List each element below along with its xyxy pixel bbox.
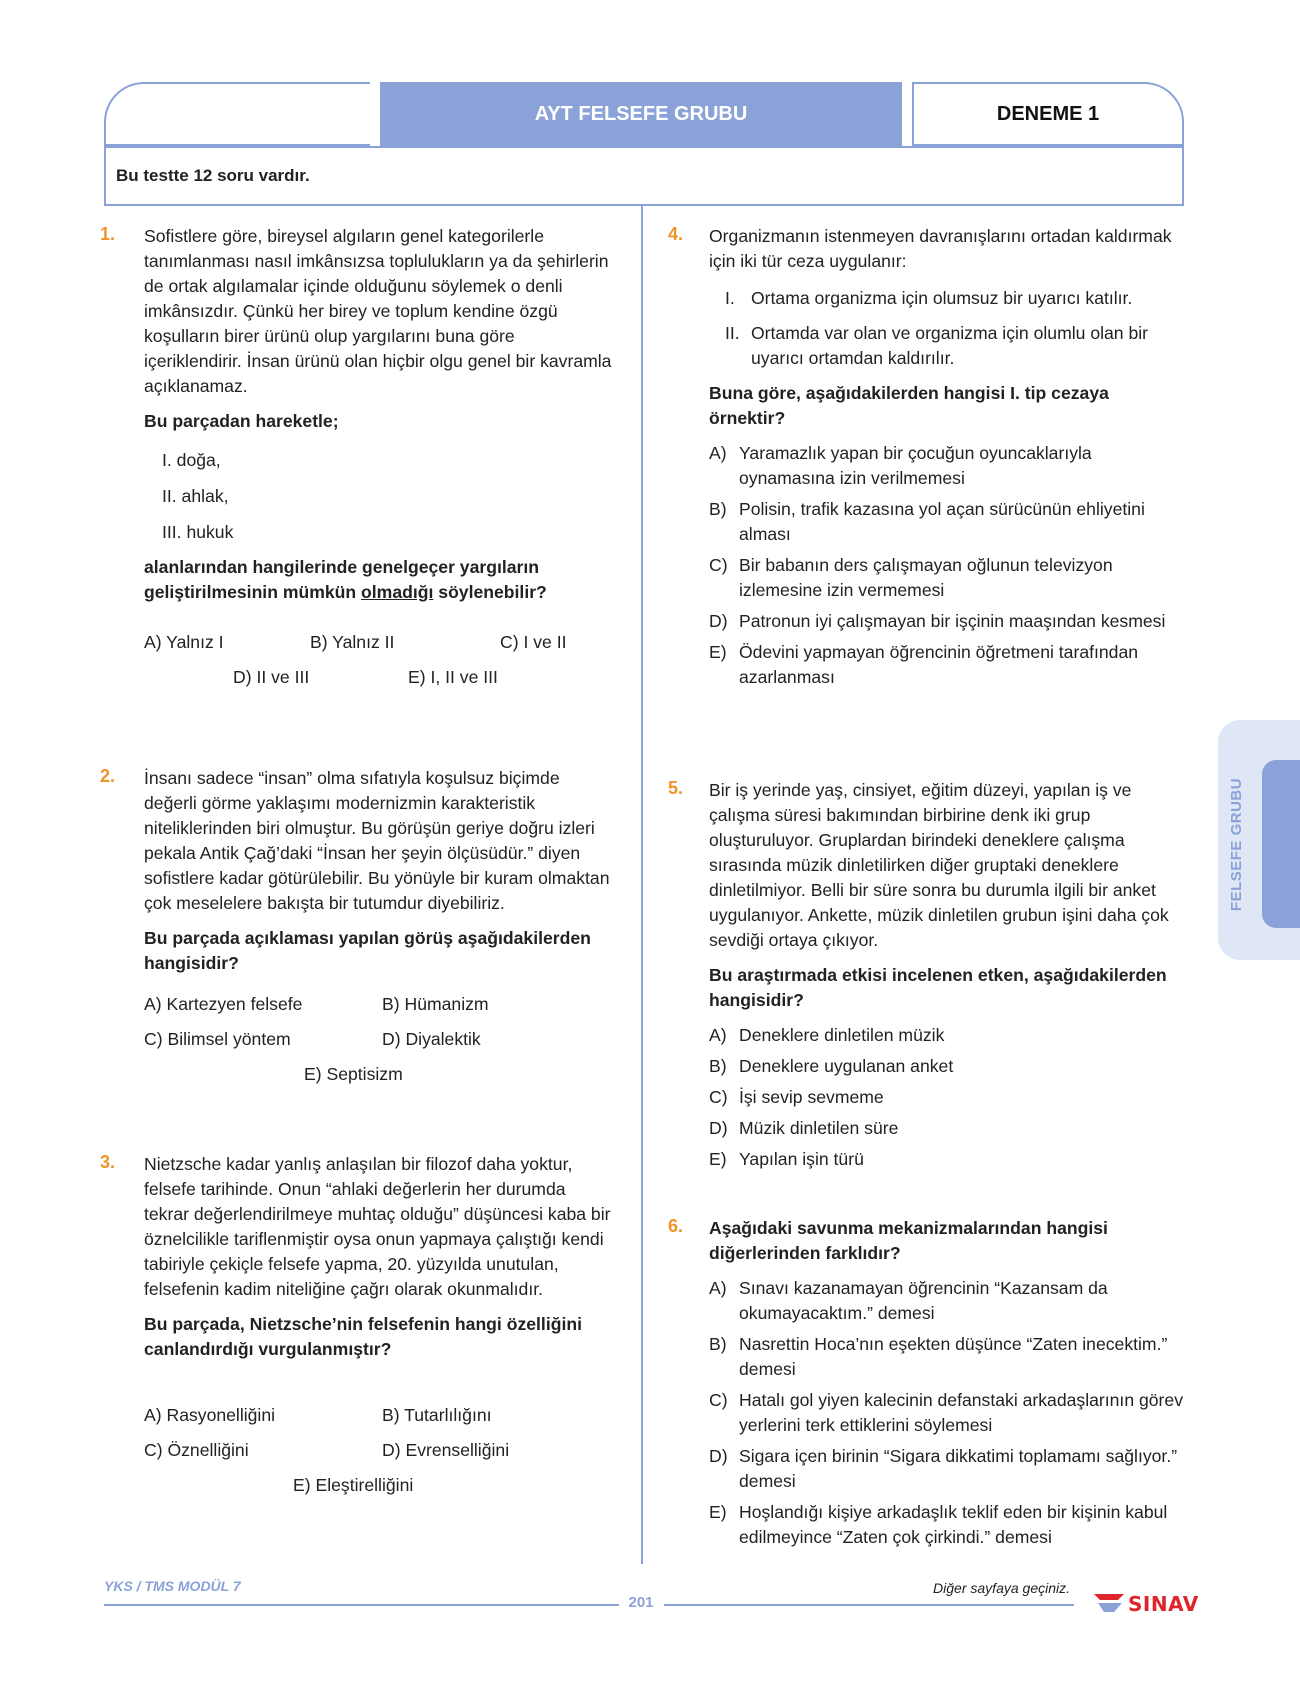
option-letter: B) <box>709 1056 727 1076</box>
roman-numeral: II. <box>725 323 740 343</box>
question-text: Bir iş yerinde yaş, cinsiyet, eğitim düzeyi, yapılan iş ve çalışma süresi bakımından birbirine denk iki grup oluşturuluyor. Gruplardan birindeki deneklere çalışma sırasında müzik dinletilirken diğer gruptaki deneklere dinletilmiyor. Belli bir süre sonra bu durumla ilgili bir anket uygulanıyor. Ankette, müzik dinletilen grubun işini daha çok sevdiği ortaya çıkıyor. <box>709 780 1169 950</box>
option-b[interactable]: B) Hümanizm <box>382 994 489 1014</box>
stem-underlined: olmadığı <box>361 582 434 602</box>
option-letter: C) <box>709 1390 728 1410</box>
roman-text: Ortama organizma için olumsuz bir uyarıcı katılır. <box>751 288 1133 308</box>
question-number: 2. <box>100 766 116 786</box>
option-c[interactable] <box>709 1085 1185 1110</box>
question-lead: Bu parçadan hareketle; <box>144 411 339 431</box>
question-stem: Aşağıdaki savunma mekanizmalarından hangisi diğerlerinden farklıdır? <box>709 1218 1108 1263</box>
exam-title: DENEME 1 <box>912 82 1184 146</box>
question-2 <box>144 766 614 976</box>
test-info <box>104 146 1184 206</box>
question-1 <box>144 224 614 605</box>
option-b[interactable] <box>709 1054 1185 1079</box>
side-tab <box>1218 720 1300 960</box>
option-letter: B) <box>709 499 727 519</box>
footer-rule <box>104 1604 619 1606</box>
question-number: 5. <box>668 778 684 798</box>
stem-part: söylenebilir? <box>433 582 547 602</box>
footer-rule <box>664 1604 1074 1606</box>
roman-text: Ortamda var olan ve organizma için olumlu olan bir uyarıcı ortamdan kaldırılır. <box>751 323 1149 368</box>
option-b[interactable]: B) Tutarlılığını <box>382 1405 492 1425</box>
option-letter: C) <box>709 555 728 575</box>
option-letter: A) <box>709 443 727 463</box>
option-a[interactable] <box>709 441 1185 491</box>
option-text: Sınavı kazanamayan öğrencinin “Kazansam da okumayacaktım.” demesi <box>739 1278 1108 1323</box>
option-d[interactable]: D) Diyalektik <box>382 1029 481 1049</box>
test-info-text: Bu testte 12 soru vardır. <box>116 166 310 185</box>
option-e[interactable] <box>709 640 1185 690</box>
option-e[interactable]: E) Eleştirelliğini <box>293 1475 414 1495</box>
option-letter: E) <box>709 1502 727 1522</box>
option-text: Polisin, trafik kazasına yol açan sürücünün ehliyetini alması <box>739 499 1145 544</box>
option-d[interactable] <box>709 1444 1185 1494</box>
module-label: YKS / TMS MODÜL 7 <box>104 1578 241 1594</box>
roman-numeral: I. <box>725 288 735 308</box>
option-letter: E) <box>709 1149 727 1169</box>
question-stem: Bu parçada, Nietzsche’nin felsefenin hangi özelliğini canlandırdığı vurgulanmıştır? <box>144 1314 582 1359</box>
option-letter: C) <box>709 1087 728 1107</box>
option-letter: D) <box>709 1118 728 1138</box>
option-c[interactable]: C) I ve II <box>500 632 567 652</box>
question-number: 3. <box>100 1152 116 1172</box>
question-text: İnsanı sadece “insan” olma sıfatıyla koşulsuz biçimde değerli görme yaklaşımı modernizmin karakteristik niteliklerinden biri olmuştur. Bu görüşün geriye doğru izleri pekala Antik Çağ’daki “İnsan her şeyin ölçüsüdür.” diyen sofistlere kadar götürülebilir. Bu yönüyle bir kuram olmaktan çok meselelere bakışta bir tutumdur diyebiliriz. <box>144 768 610 913</box>
question-text: Sofistlere göre, bireysel algıların genel kategorilerle tanımlanması nasıl imkânsızsa toplulukların ya da şehirlerin de ortak algılamalar içinde olduğunu söylemek o denli imkânsızdır. Çünkü her birey ve toplum kendine özgü koşulların birer ürünü olup yargılarını buna göre içeriklendirir. İnsan ürünü olan hiçbir olgu genel bir kavramla açıklanamaz. <box>144 226 612 396</box>
option-b[interactable] <box>709 1332 1185 1382</box>
stem-part: alanlarından hangilerinde genelgeçer yargıların geliştirilmesinin mümkün <box>144 557 540 602</box>
side-tab-label: FELSEFE GRUBU <box>1228 777 1246 911</box>
option-a[interactable] <box>709 1023 1185 1048</box>
question-stem: Buna göre, aşağıdakilerden hangisi I. tip cezaya örnektir? <box>709 383 1109 428</box>
option-text: Hatalı gol yiyen kalecinin defanstaki arkadaşlarının görev yerlerini terk ettiklerini söylemesi <box>739 1390 1184 1435</box>
option-text: Müzik dinletilen süre <box>739 1118 899 1138</box>
option-text: Hoşlandığı kişiye arkadaşlık teklif eden bir kişinin kabul edilmeyince “Zaten çok çirkindi.” demesi <box>739 1502 1168 1547</box>
question-3 <box>144 1152 614 1362</box>
side-tab-label-box <box>1222 777 1252 911</box>
option-d[interactable]: D) II ve III <box>233 667 310 687</box>
option-d[interactable] <box>709 1116 1185 1141</box>
option-a[interactable] <box>709 1276 1185 1326</box>
question-text: Nietzsche kadar yanlış anlaşılan bir filozof daha yoktur, felsefe tarihinde. Onun “ahlaki değerlerin her durumda tekrar değerlendirilmeye muhtaç olduğu” düşüncesi kaba bir öznelcilikle tariflenmiştir oysa onun yapmaya çalıştığı kendi tabiriyle çekiçle felsefe yapma, 20. yüzyılda unutulan, felsefenin kadim niteliğine çağrı olarak okunmalıdır. <box>144 1154 611 1299</box>
option-c[interactable]: C) Bilimsel yöntem <box>144 1029 291 1049</box>
logo-text: SINAV <box>1128 1592 1199 1616</box>
option-e[interactable] <box>709 1500 1185 1550</box>
option-text: Deneklere uygulanan anket <box>739 1056 954 1076</box>
question-number: 1. <box>100 224 116 244</box>
option-letter: B) <box>709 1334 727 1354</box>
option-text: Nasrettin Hoca’nın eşekten düşünce “Zaten inecektim.” demesi <box>739 1334 1168 1379</box>
question-6 <box>709 1216 1185 1556</box>
option-text: Yapılan işin türü <box>739 1149 864 1169</box>
next-page-note: Diğer sayfaya geçiniz. <box>933 1580 1070 1596</box>
subject-title: AYT FELSEFE GRUBU <box>380 82 902 146</box>
logo-mark-icon <box>1092 1590 1126 1616</box>
option-letter: E) <box>709 642 727 662</box>
question-5 <box>709 778 1185 1178</box>
option-b[interactable]: B) Yalnız II <box>310 632 395 652</box>
option-c[interactable] <box>709 1388 1185 1438</box>
option-a[interactable]: A) Rasyonelliğini <box>144 1405 276 1425</box>
column-divider <box>641 206 643 1564</box>
option-e[interactable] <box>709 1147 1185 1172</box>
roman-item <box>725 321 1185 371</box>
option-letter: D) <box>709 1446 728 1466</box>
option-a[interactable]: A) Kartezyen felsefe <box>144 994 303 1014</box>
side-tab-accent <box>1262 760 1300 928</box>
option-text: Sigara içen birinin “Sigara dikkatimi toplamamı sağlıyor.” demesi <box>739 1446 1178 1491</box>
option-text: Deneklere dinletilen müzik <box>739 1025 945 1045</box>
option-letter: A) <box>709 1025 727 1045</box>
option-d[interactable]: D) Evrenselliğini <box>382 1440 510 1460</box>
question-stem <box>144 555 614 605</box>
question-stem: Bu araştırmada etkisi incelenen etken, aşağıdakilerden hangisidir? <box>709 965 1167 1010</box>
option-letter: A) <box>709 1278 727 1298</box>
question-number: 4. <box>668 224 684 244</box>
option-d[interactable] <box>709 609 1185 634</box>
page-number: 201 <box>628 1594 654 1611</box>
option-a[interactable]: A) Yalnız I <box>144 632 224 652</box>
roman-item: III. hukuk <box>162 522 234 542</box>
option-c[interactable] <box>709 553 1185 603</box>
roman-item: II. ahlak, <box>162 486 229 506</box>
roman-item <box>725 286 1185 311</box>
option-e[interactable]: E) Septisizm <box>304 1064 403 1084</box>
question-4 <box>709 224 1185 696</box>
question-text: Organizmanın istenmeyen davranışlarını ortadan kaldırmak için iki tür ceza uygulanır: <box>709 226 1172 271</box>
roman-item: I. doğa, <box>162 450 221 470</box>
option-text: Bir babanın ders çalışmayan oğlunun televizyon izlemesine izin vermemesi <box>739 555 1113 600</box>
option-text: Patronun iyi çalışmayan bir işçinin maaşından kesmesi <box>739 611 1166 631</box>
question-stem: Bu parçada açıklaması yapılan görüş aşağıdakilerden hangisidir? <box>144 928 591 973</box>
option-c[interactable]: C) Öznelliğini <box>144 1440 249 1460</box>
option-text: Yaramazlık yapan bir çocuğun oyuncaklarıyla oynamasına izin verilmemesi <box>739 443 1092 488</box>
option-e[interactable]: E) I, II ve III <box>408 667 498 687</box>
sinav-logo <box>1092 1590 1199 1618</box>
option-text: İşi sevip sevmeme <box>739 1087 884 1107</box>
option-letter: D) <box>709 611 728 631</box>
option-text: Ödevini yapmayan öğrencinin öğretmeni tarafından azarlanması <box>739 642 1139 687</box>
question-number: 6. <box>668 1216 684 1236</box>
option-b[interactable] <box>709 497 1185 547</box>
header-left-box <box>104 82 370 146</box>
